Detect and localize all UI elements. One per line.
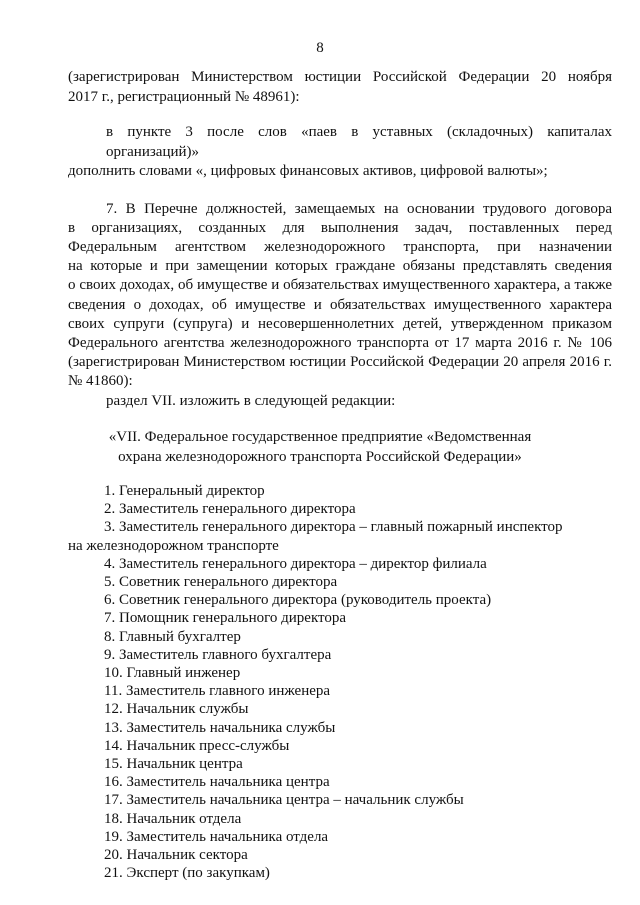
section-heading — [0, 427, 640, 467]
list-item: 8. Главный бухгалтер — [104, 628, 241, 645]
list-item: 2. Заместитель генерального директора — [104, 501, 356, 518]
list-item: 16. Заместитель начальника центра — [104, 774, 330, 791]
list-item: 1. Генеральный директор — [104, 483, 265, 500]
list-item: 14. Начальник пресс-службы — [104, 737, 290, 754]
list-item: 18. Начальник отдела — [104, 810, 242, 827]
list-item: 5. Советник генерального директора — [104, 574, 338, 591]
text-line: в пункте 3 после слов «паев в уставных (складочных) капиталах организаций)» — [106, 124, 612, 160]
list-item: 11. Заместитель главного инженера — [104, 683, 331, 700]
text-line: Федеральным агентством железнодорожного транспорта, при назначении — [68, 238, 612, 255]
list-item: 20. Начальник сектора — [104, 847, 248, 864]
list-item: 4. Заместитель генерального директора – директор филиала — [104, 555, 487, 572]
text-line: № 41860): — [68, 373, 133, 390]
paragraph-amendment — [68, 123, 612, 182]
text-line: о своих доходах, об имуществе и обязательствах имущественного характера, а также — [68, 277, 612, 294]
page-number: 8 — [316, 40, 324, 56]
list-item: 19. Заместитель начальника отдела — [104, 828, 329, 845]
text-line: 7. В Перечне должностей, замещаемых на основании трудового договора — [106, 200, 612, 217]
list-item: 10. Главный инженер — [104, 665, 241, 682]
list-item: 9. Заместитель главного бухгалтера — [104, 646, 332, 663]
list-item: 13. Заместитель начальника службы — [104, 719, 336, 736]
text-line: своих супруги (супруга) и несовершеннолетних детей, утвержденном приказом — [68, 315, 612, 332]
paragraph-section-instruction — [68, 392, 612, 412]
text-line: (зарегистрирован Министерством юстиции Российской Федерации 20 апреля 2016 г. — [68, 354, 612, 371]
heading-line: «VII. Федеральное государственное предприятие «Ведомственная — [108, 429, 532, 446]
list-item: 17. Заместитель начальника центра – начальник службы — [104, 792, 464, 809]
list-item: 15. Начальник центра — [104, 756, 243, 773]
text-line: на которые и при замещении которых граждане обязаны представлять сведения — [68, 258, 612, 275]
list-item-continuation: на железнодорожном транспорте — [68, 537, 279, 554]
text-line: в организациях, созданных для выполнения задач, поставленных перед — [68, 219, 612, 236]
heading-line: охрана железнодорожного транспорта Российской Федерации» — [118, 449, 522, 466]
list-item: 6. Советник генерального директора (руководитель проекта) — [104, 592, 492, 609]
positions-list — [68, 482, 612, 882]
text-line: Федерального агентства железнодорожного транспорта от 17 марта 2016 г. № 106 — [68, 334, 612, 351]
paragraph-registration — [68, 68, 612, 107]
text-line: раздел VII. изложить в следующей редакции: — [106, 392, 396, 409]
text-line: 2017 г., регистрационный № 48961): — [68, 88, 300, 105]
list-item: 21. Эксперт (по закупкам) — [104, 865, 270, 882]
text-line: (зарегистрирован Министерством юстиции Российской Федерации 20 ноября — [68, 69, 612, 85]
text-line: сведения о доходах, об имуществе и обязательствах имущественного характера — [68, 296, 612, 313]
list-item: 3. Заместитель генерального директора – главный пожарный инспектор — [104, 519, 563, 536]
paragraph-item-7 — [68, 200, 612, 392]
list-item: 7. Помощник генерального директора — [104, 610, 347, 627]
text-line: дополнить словами «, цифровых финансовых активов, цифровой валюты»; — [68, 163, 548, 179]
list-item: 12. Начальник службы — [104, 701, 249, 718]
